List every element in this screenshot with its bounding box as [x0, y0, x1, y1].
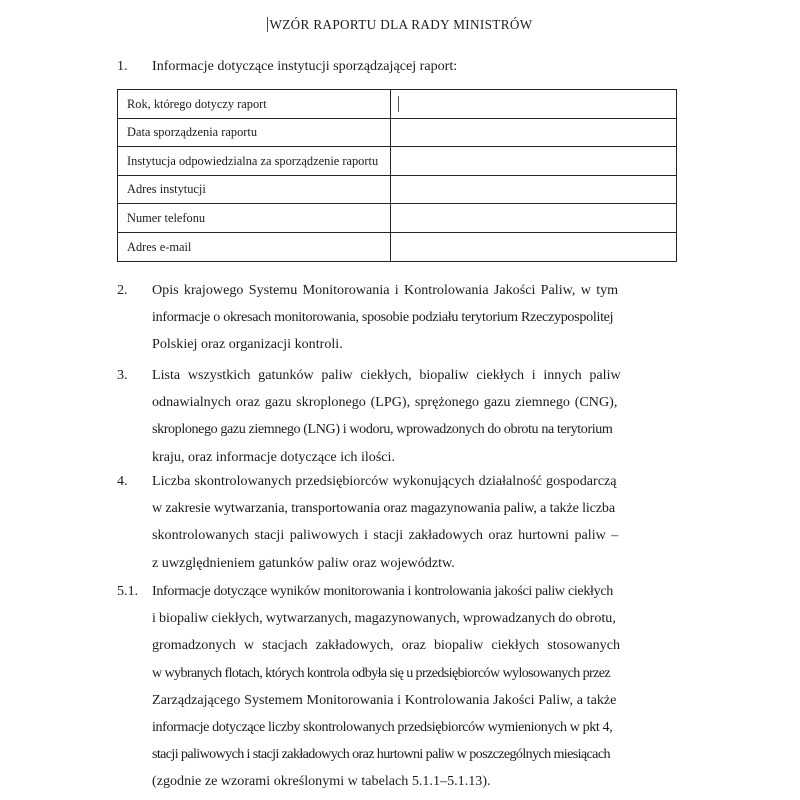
document-title — [0, 17, 800, 33]
clause-3-body — [152, 362, 679, 471]
table-row-label: Rok, którego dotyczy raport — [118, 90, 391, 119]
clause-1-body — [152, 53, 679, 80]
text-caret-icon — [398, 96, 399, 112]
table-row-value-phone[interactable] — [391, 204, 677, 233]
table-row-value-date[interactable] — [391, 118, 677, 147]
clause-4-line-3: skontrolowanych stacji paliwowych i stacji zakładowych oraz hurtowni paliw – — [152, 527, 619, 544]
clause-2-body — [152, 277, 679, 359]
institution-info-table — [117, 89, 677, 262]
clause-4 — [117, 468, 679, 577]
clause-2 — [117, 277, 679, 359]
clause-2-marker: 2. — [117, 282, 128, 298]
clause-3 — [117, 362, 679, 471]
clause-4-body — [152, 468, 679, 577]
clause-4-line-2: w zakresie wytwarzania, transportowania oraz magazynowania paliw, a także liczba — [152, 500, 615, 517]
clause-5-1-body — [152, 578, 679, 796]
table-row — [118, 204, 677, 233]
clause-4-line-1: Liczba skontrolowanych przedsiębiorców wykonujących działalność gospodarczą — [152, 473, 617, 489]
clause-5-1-marker: 5.1. — [117, 583, 139, 599]
table-row-value-institution[interactable] — [391, 147, 677, 176]
clause-2-line-1: Opis krajowego Systemu Monitorowania i Kontrolowania Jakości Paliw, w tym — [152, 282, 619, 298]
table-row-label: Adres instytucji — [118, 175, 391, 204]
clause-3-line-2: odnawialnych oraz gazu skroplonego (LPG), sprężonego gazu ziemnego (CNG), — [152, 394, 618, 411]
table-row-value-email[interactable] — [391, 232, 677, 261]
clause-2-line-3: Polskiej oraz organizacji kontroli. — [152, 336, 343, 353]
table-row-label: Instytucja odpowiedzialna za sporządzenie raportu — [118, 147, 391, 176]
clause-4-line-4: z uwzględnieniem gatunków paliw oraz województw. — [152, 554, 455, 571]
clause-5-1-line-3: gromadzonych w stacjach zakładowych, oraz biopaliw ciekłych stosowanych — [152, 637, 621, 654]
clause-5-1-line-2: i biopaliw ciekłych, wytwarzanych, magazynowanych, wprowadzanych do obrotu, — [152, 610, 616, 627]
clause-5-1-line-7: stacji paliwowych i stacji zakładowych oraz hurtowni paliw w poszczególnych miesiącach — [152, 746, 610, 763]
table-row — [118, 147, 677, 176]
clause-3-line-4: kraju, oraz informacje dotyczące ich ilości. — [152, 448, 396, 465]
table-row — [118, 118, 677, 147]
clause-5-1-line-5: Zarządzającego Systemem Monitorowania i Kontrolowania Jakości Paliw, a także — [152, 691, 617, 708]
table-row — [118, 90, 677, 119]
clause-1-line-1: Informacje dotyczące instytucji sporządzającej raport: — [152, 58, 458, 74]
clause-5-1-line-8: (zgodnie ze wzorami określonymi w tabelach 5.1.1–5.1.13). — [152, 773, 491, 790]
table-row — [118, 175, 677, 204]
clause-3-marker: 3. — [117, 367, 128, 383]
table-row-value-year[interactable] — [391, 90, 677, 119]
table-row — [118, 232, 677, 261]
table-row-value-address[interactable] — [391, 175, 677, 204]
document-title-text: WZÓR RAPORTU DLA RADY MINISTRÓW — [269, 17, 533, 32]
table-row-label: Adres e-mail — [118, 232, 391, 261]
clause-5-1-line-6: informacje dotyczące liczby skontrolowanych przedsiębiorców wymienionych w pkt 4, — [152, 719, 613, 736]
clause-3-line-1: Lista wszystkich gatunków paliw ciekłych, biopaliw ciekłych i innych paliw — [152, 367, 621, 383]
clause-5-1 — [117, 578, 679, 796]
clause-5-1-line-4: w wybranych flotach, których kontrola odbyła się u przedsiębiorców wylosowanych przez — [152, 664, 611, 681]
table-row-label: Data sporządzenia raportu — [118, 118, 391, 147]
clause-5-1-line-1: Informacje dotyczące wyników monitorowania i kontrolowania jakości paliw ciekłych — [152, 583, 613, 599]
clause-3-line-3: skroplonego gazu ziemnego (LNG) i wodoru, wprowadzonych do obrotu na terytorium — [152, 421, 613, 438]
table-row-label: Numer telefonu — [118, 204, 391, 233]
clause-1-marker: 1. — [117, 58, 128, 74]
clause-1 — [117, 53, 679, 80]
clause-2-line-2: informacje o okresach monitorowania, sposobie podziału terytorium Rzeczypospolitej — [152, 309, 614, 326]
clause-4-marker: 4. — [117, 473, 128, 489]
